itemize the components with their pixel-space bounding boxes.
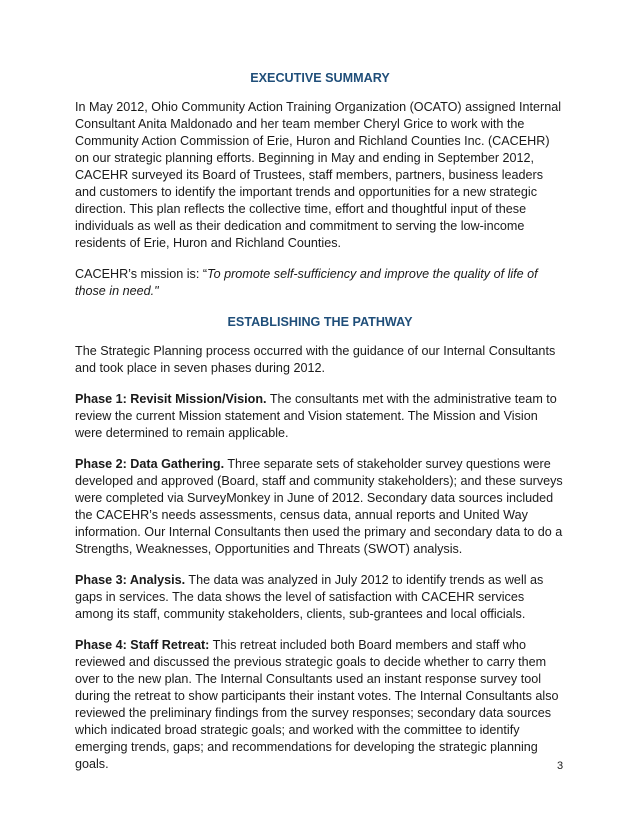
phase-title: Phase 2: Data Gathering. <box>75 457 225 471</box>
phase-title: Phase 1: Revisit Mission/Vision. <box>75 392 267 406</box>
phase-title: Phase 3: Analysis. <box>75 573 186 587</box>
phase-paragraph <box>75 456 565 558</box>
document-page <box>75 60 565 787</box>
executive-summary-paragraph: In May 2012, Ohio Community Action Training Organization (OCATO) assigned Internal Consultant Anita Maldonado and her team member Cheryl Grice to work with the Community Action Commission of Erie, Huron and Richland Counties Inc. (CACEHR) on our strategic planning efforts. Beginning in May and ending in September 2012, CACEHR surveyed its Board of Trustees, staff members, partners, business leaders and customers to identify the important trends and opportunities for a new strategic direction. This plan reflects the collective time, effort and thoughtful input of these individuals as well as their dedication and commitment to serving the low-income residents of Erie, Huron and Richland Counties. <box>75 100 562 250</box>
pathway-intro-paragraph: The Strategic Planning process occurred with the guidance of our Internal Consultants and took place in seven phases during 2012. <box>75 344 556 375</box>
phase-text: Three separate sets of stakeholder survey questions were developed and approved (Board, staff and community stakeholders); and these surveys were completed via SurveyMonkey in June of 2012. Secondary data sources included the CACEHR’s needs assessments, census data, annual reports and United Way information. Our Internal Consultants then used the primary and secondary data to do a Strengths, Weaknesses, Opportunities and Threats (SWOT) analysis. <box>75 457 563 556</box>
phase-text: The data was analyzed in July 2012 to identify trends as well as gaps in services. The data shows the level of satisfaction with CACEHR services among its staff, community stakeholders, clients, sub-grantees and local officials. <box>75 573 544 621</box>
mission-paragraph <box>75 266 565 300</box>
phase-paragraph <box>75 391 565 442</box>
phase-title: Phase 4: Staff Retreat: <box>75 638 210 652</box>
phase-text: This retreat included both Board members and staff who reviewed and discussed the previous strategic goals to decide whether to carry them over to the new plan. The Internal Consultants used an instant response survey tool during the retreat to show participants their instant votes. The Internal Consultants also reviewed the preliminary findings from the survey responses; secondary data sources which indicated broad strategic goals; and worked with the committee to identify emerging trends, gaps; and recommendations for developing the strategic planning goals. <box>75 638 559 771</box>
phase-text: The consultants met with the administrative team to review the current Mission statement and Vision statement. The Mission and Vision were determined to remain applicable. <box>75 392 557 440</box>
pathway-heading: ESTABLISHING THE PATHWAY <box>227 315 413 329</box>
mission-prefix: CACEHR’s mission is: “ <box>75 267 208 281</box>
page-number: 3 <box>557 760 564 772</box>
phase-paragraph <box>75 637 565 773</box>
mission-statement: To promote self-sufficiency and improve the quality of life of those in need." <box>75 267 538 298</box>
phase-paragraph <box>75 572 565 623</box>
executive-summary-heading: EXECUTIVE SUMMARY <box>250 71 390 85</box>
